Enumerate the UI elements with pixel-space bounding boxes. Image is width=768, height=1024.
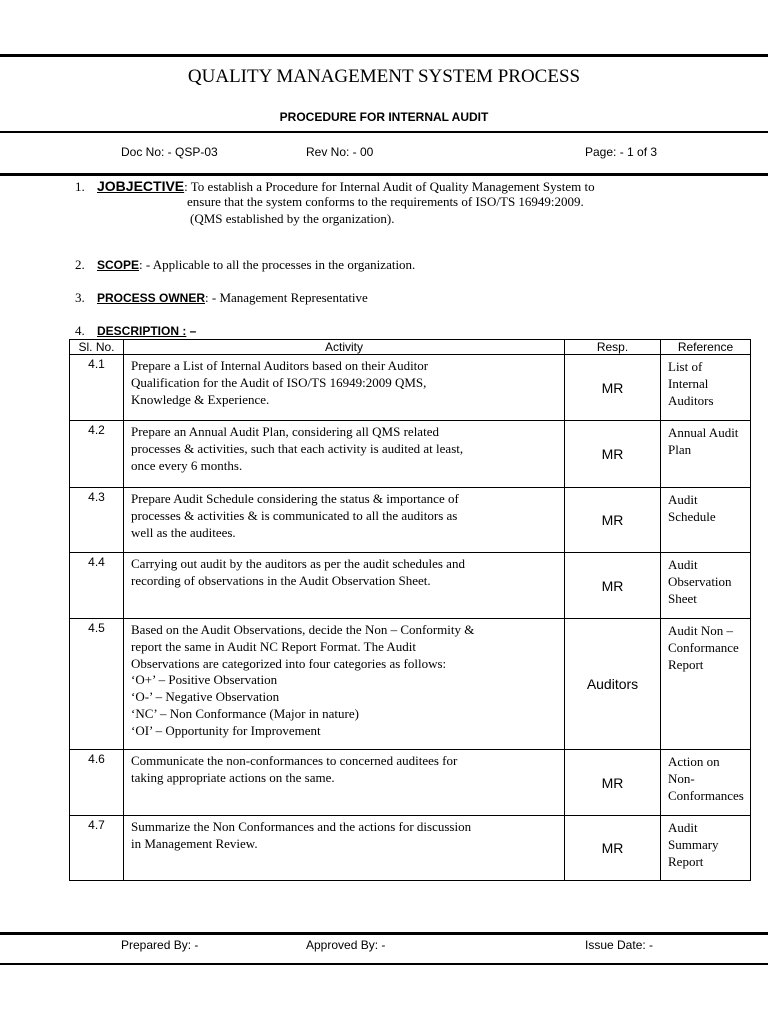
objective-keyword: JOBJECTIVE xyxy=(97,178,185,194)
activity-line: processes & activities, such that each activity is audited at least, xyxy=(131,440,464,456)
row-responsible: MR xyxy=(565,816,661,881)
revision-number: Rev No: - 00 xyxy=(306,145,374,159)
activity-line: recording of observations in the Audit Observation Sheet. xyxy=(131,572,431,588)
bottom-rule xyxy=(0,963,768,965)
table-row xyxy=(70,553,751,619)
section-scope xyxy=(75,257,415,273)
header-resp: Resp. xyxy=(565,340,661,355)
reference-line: Conformances xyxy=(668,787,744,803)
activity-line: Communicate the non-conformances to concerned auditees for xyxy=(131,753,458,768)
reference-line: Audit xyxy=(668,557,698,572)
reference-line: Report xyxy=(668,656,704,672)
header-sl-no: Sl. No. xyxy=(70,340,124,355)
top-rule xyxy=(0,54,768,57)
objective-line-3: (QMS established by the organization). xyxy=(190,211,395,226)
document-subtitle: PROCEDURE FOR INTERNAL AUDIT xyxy=(279,110,489,124)
activity-line: ‘O+’ – Positive Observation xyxy=(131,672,278,688)
reference-line: Auditors xyxy=(668,392,714,408)
header-reference: Reference xyxy=(661,340,751,355)
doc-number: Doc No: - QSP-03 xyxy=(121,145,218,159)
row-responsible: MR xyxy=(565,421,661,488)
activity-line: in Management Review. xyxy=(131,835,258,851)
reference-line: Annual Audit xyxy=(668,425,739,440)
owner-text: : - Management Representative xyxy=(205,290,368,305)
row-activity xyxy=(124,553,565,619)
section-number: 2. xyxy=(75,257,85,272)
scope-keyword: SCOPE xyxy=(97,258,140,272)
activity-line: Prepare a List of Internal Auditors based on their Auditor xyxy=(131,358,429,373)
table-row xyxy=(70,355,751,421)
reference-line: Observation xyxy=(668,573,732,589)
row-reference xyxy=(661,355,751,421)
activity-line: Knowledge & Experience. xyxy=(131,391,270,407)
row-number: 4.2 xyxy=(70,421,124,488)
activity-line: Qualification for the Audit of ISO/TS 16949:2009 QMS, xyxy=(131,374,427,390)
row-responsible: MR xyxy=(565,355,661,421)
section-number: 3. xyxy=(75,290,85,305)
title-rule xyxy=(0,131,768,133)
approved-by: Approved By: - xyxy=(306,938,386,952)
table-row xyxy=(70,488,751,553)
reference-line: Report xyxy=(668,853,704,869)
activity-line: Summarize the Non Conformances and the actions for discussion xyxy=(131,819,472,834)
section-description xyxy=(75,323,196,339)
activity-line: ‘OI’ – Opportunity for Improvement xyxy=(131,722,321,738)
row-number: 4.1 xyxy=(70,355,124,421)
row-reference xyxy=(661,750,751,816)
row-activity xyxy=(124,619,565,750)
document-title: QUALITY MANAGEMENT SYSTEM PROCESS xyxy=(187,66,581,87)
activity-line: Prepare an Annual Audit Plan, considering all QMS related xyxy=(131,424,439,439)
row-activity xyxy=(124,750,565,816)
row-responsible: MR xyxy=(565,750,661,816)
row-responsible: MR xyxy=(565,553,661,619)
row-responsible: Auditors xyxy=(565,619,661,750)
objective-line-2: ensure that the system conforms to the requirements of ISO/TS 16949:2009. xyxy=(187,194,584,209)
activity-line: Based on the Audit Observations, decide the Non – Conformity & xyxy=(131,622,475,637)
reference-line: Internal xyxy=(668,375,709,391)
reference-line: Audit xyxy=(668,492,698,507)
table-row xyxy=(70,750,751,816)
section-process-owner xyxy=(75,290,368,306)
reference-line: Summary xyxy=(668,836,719,852)
issue-date: Issue Date: - xyxy=(585,938,654,952)
activity-line: Carrying out audit by the auditors as per the audit schedules and xyxy=(131,556,465,571)
reference-line: Schedule xyxy=(668,508,716,524)
row-reference xyxy=(661,488,751,553)
meta-rule xyxy=(0,173,768,176)
row-number: 4.3 xyxy=(70,488,124,553)
reference-line: Action on xyxy=(668,754,720,769)
row-activity xyxy=(124,355,565,421)
page-number: Page: - 1 of 3 xyxy=(585,145,658,159)
reference-line: Conformance xyxy=(668,639,739,655)
row-number: 4.4 xyxy=(70,553,124,619)
activity-line: once every 6 months. xyxy=(131,457,243,473)
row-reference xyxy=(661,553,751,619)
reference-line: Plan xyxy=(668,441,692,457)
row-number: 4.6 xyxy=(70,750,124,816)
activity-line: ‘O-’ – Negative Observation xyxy=(131,689,280,705)
header-activity: Activity xyxy=(124,340,565,355)
section-number: 1. xyxy=(75,179,85,194)
table-row xyxy=(70,816,751,881)
row-activity xyxy=(124,488,565,553)
reference-line: Audit Non – xyxy=(668,623,733,638)
owner-keyword: PROCESS OWNER xyxy=(97,291,206,305)
table-row xyxy=(70,421,751,488)
activity-line: ‘NC’ – Non Conformance (Major in nature) xyxy=(131,705,359,721)
section-number: 4. xyxy=(75,323,85,338)
footer-rule xyxy=(0,932,768,935)
activity-line: processes & activities & is communicated to all the auditors as xyxy=(131,507,458,523)
row-activity xyxy=(124,816,565,881)
prepared-by: Prepared By: - xyxy=(121,938,199,952)
reference-line: Sheet xyxy=(668,590,697,606)
activity-line: Observations are categorized into four categories as follows: xyxy=(131,655,447,671)
scope-text: : - Applicable to all the processes in the organization. xyxy=(139,257,416,272)
row-number: 4.5 xyxy=(70,619,124,750)
row-activity xyxy=(124,421,565,488)
table-row xyxy=(70,619,751,750)
reference-line: Audit xyxy=(668,820,698,835)
objective-text: : To establish a Procedure for Internal Audit of Quality Management System to xyxy=(184,179,595,194)
activity-line: taking appropriate actions on the same. xyxy=(131,769,335,785)
activity-line: Prepare Audit Schedule considering the status & importance of xyxy=(131,491,459,506)
description-keyword: DESCRIPTION : xyxy=(97,324,187,338)
activity-line: well as the auditees. xyxy=(131,524,236,540)
reference-line: Non- xyxy=(668,770,695,786)
row-responsible: MR xyxy=(565,488,661,553)
activity-line: report the same in Audit NC Report Format. The Audit xyxy=(131,638,417,654)
row-reference xyxy=(661,816,751,881)
row-number: 4.7 xyxy=(70,816,124,881)
section-objective xyxy=(75,178,595,195)
procedure-table xyxy=(69,339,751,881)
row-reference xyxy=(661,619,751,750)
reference-line: List of xyxy=(668,359,703,374)
row-reference xyxy=(661,421,751,488)
description-dash: – xyxy=(186,324,197,338)
table-header-row xyxy=(70,340,751,355)
